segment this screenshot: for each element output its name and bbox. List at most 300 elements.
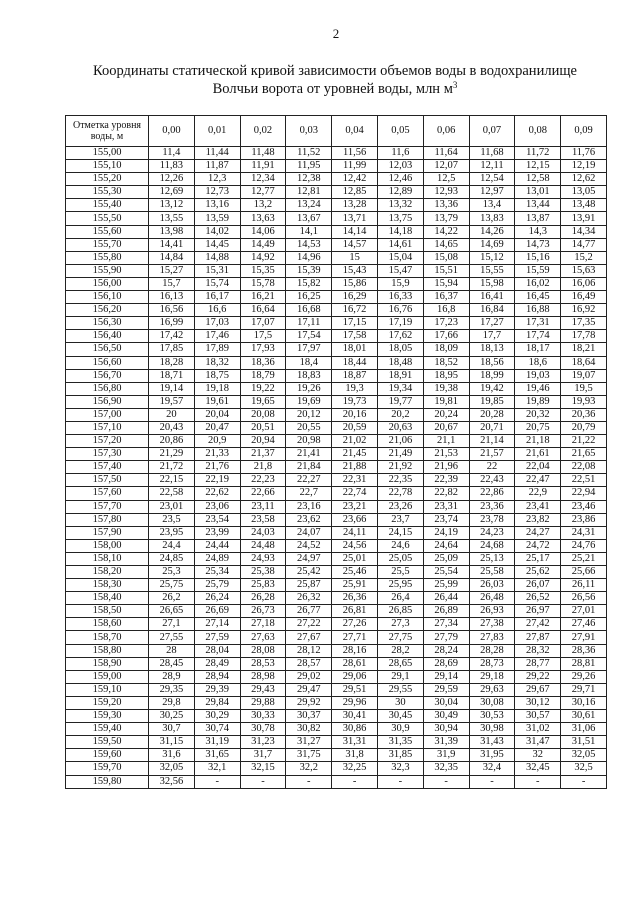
volume-cell: 15,51 xyxy=(423,264,469,277)
table-row xyxy=(66,579,607,592)
water-level-cell: 156,70 xyxy=(66,369,149,382)
volume-cell: 28,45 xyxy=(149,657,195,670)
volume-cell: 13,87 xyxy=(515,212,561,225)
volume-cell: 11,87 xyxy=(194,160,240,173)
volume-cell: 23,62 xyxy=(286,513,332,526)
volume-cell: 30,86 xyxy=(332,723,378,736)
volume-cell: - xyxy=(423,775,469,788)
volume-cell: 12,19 xyxy=(561,160,607,173)
volume-cell: 21,76 xyxy=(194,461,240,474)
volume-cell: 17,23 xyxy=(423,317,469,330)
volume-cell: 20,75 xyxy=(515,421,561,434)
water-level-cell: 157,10 xyxy=(66,421,149,434)
volume-cell: 31,35 xyxy=(377,736,423,749)
volume-cell: 11,6 xyxy=(377,147,423,160)
volume-cell: 27,46 xyxy=(561,618,607,631)
volume-cell: 17,62 xyxy=(377,330,423,343)
volume-cell: 29,84 xyxy=(194,696,240,709)
volume-cell: 18,6 xyxy=(515,356,561,369)
title-line-2-text: Волчьи ворота от уровней воды, млн м xyxy=(212,81,453,97)
water-level-cell: 158,80 xyxy=(66,644,149,657)
volume-cell: 16,41 xyxy=(469,291,515,304)
volume-cell: 12,81 xyxy=(286,186,332,199)
volume-cell: 22,66 xyxy=(240,487,286,500)
volume-cell: 28,16 xyxy=(332,644,378,657)
volume-cell: 21,49 xyxy=(377,448,423,461)
volume-cell: 15,47 xyxy=(377,264,423,277)
volume-cell: 27,75 xyxy=(377,631,423,644)
volume-cell: 23,11 xyxy=(240,500,286,513)
volume-cell: 28,81 xyxy=(561,657,607,670)
volume-cell: 28,24 xyxy=(423,644,469,657)
volume-cell: 23,16 xyxy=(286,500,332,513)
volume-cell: 28,61 xyxy=(332,657,378,670)
volume-cell: 13,2 xyxy=(240,199,286,212)
volume-cell: 27,79 xyxy=(423,631,469,644)
volume-cell: 13,75 xyxy=(377,212,423,225)
water-level-cell: 156,90 xyxy=(66,395,149,408)
volume-cell: 30,94 xyxy=(423,723,469,736)
volume-cell: 16,84 xyxy=(469,304,515,317)
volume-cell: 22,31 xyxy=(332,474,378,487)
volume-cell: 22,43 xyxy=(469,474,515,487)
volume-cell: 29,55 xyxy=(377,683,423,696)
volume-cell: 14,1 xyxy=(286,225,332,238)
volume-cell: 30,12 xyxy=(515,696,561,709)
volume-cell: 14,53 xyxy=(286,238,332,251)
volume-cell: 29,59 xyxy=(423,683,469,696)
volume-cell: 25,95 xyxy=(377,579,423,592)
water-level-cell: 155,40 xyxy=(66,199,149,212)
volume-cell: 24,85 xyxy=(149,552,195,565)
volume-cell: 27,01 xyxy=(561,605,607,618)
volume-cell: 15,12 xyxy=(469,251,515,264)
volume-cell: 16,33 xyxy=(377,291,423,304)
volume-cell: 29,8 xyxy=(149,696,195,709)
volume-cell: 11,68 xyxy=(469,147,515,160)
volume-cell: 31,19 xyxy=(194,736,240,749)
volume-cell: 19,38 xyxy=(423,382,469,395)
volume-cell: 32,2 xyxy=(286,762,332,775)
volume-cell: 25,79 xyxy=(194,579,240,592)
volume-cell: 26,73 xyxy=(240,605,286,618)
volume-cell: 23,21 xyxy=(332,500,378,513)
table-row xyxy=(66,710,607,723)
volume-cell: 24,44 xyxy=(194,539,240,552)
volume-cell: 24,68 xyxy=(469,539,515,552)
table-row xyxy=(66,683,607,696)
table-row xyxy=(66,277,607,290)
volume-cell: 22,62 xyxy=(194,487,240,500)
volume-cell: 14,06 xyxy=(240,225,286,238)
volume-cell: 20,12 xyxy=(286,408,332,421)
volume-cell: 25,3 xyxy=(149,566,195,579)
volume-cell: 31,43 xyxy=(469,736,515,749)
volume-cell: 16,29 xyxy=(332,291,378,304)
table-body xyxy=(66,147,607,789)
volume-cell: 28,57 xyxy=(286,657,332,670)
volume-cell: 27,22 xyxy=(286,618,332,631)
volume-cell: 16,88 xyxy=(515,304,561,317)
volume-cell: 23,58 xyxy=(240,513,286,526)
volume-cell: - xyxy=(515,775,561,788)
volume-cell: 26,11 xyxy=(561,579,607,592)
volume-cell: 18,01 xyxy=(332,343,378,356)
volume-cell: 27,83 xyxy=(469,631,515,644)
volume-cell: 25,17 xyxy=(515,552,561,565)
volume-cell: 15,16 xyxy=(515,251,561,264)
volume-cell: 28,08 xyxy=(240,644,286,657)
volume-cell: 12,34 xyxy=(240,173,286,186)
volume-cell: 15,35 xyxy=(240,264,286,277)
volume-cell: 25,75 xyxy=(149,579,195,592)
volume-cell: 24,72 xyxy=(515,539,561,552)
step-column-header: 0,05 xyxy=(377,116,423,147)
volume-cell: 29,14 xyxy=(423,670,469,683)
volume-cell: 12,69 xyxy=(149,186,195,199)
volume-cell: 31,65 xyxy=(194,749,240,762)
volume-cell: 17,89 xyxy=(194,343,240,356)
water-level-cell: 158,30 xyxy=(66,579,149,592)
volume-cell: 23,5 xyxy=(149,513,195,526)
volume-cell: 29,96 xyxy=(332,696,378,709)
volume-cell: 26,03 xyxy=(469,579,515,592)
volume-cell: 29,1 xyxy=(377,670,423,683)
volume-cell: 14,26 xyxy=(469,225,515,238)
volume-cell: 14,61 xyxy=(377,238,423,251)
volume-cell: 23,7 xyxy=(377,513,423,526)
volume-cell: 19,69 xyxy=(286,395,332,408)
volume-cell: 31,9 xyxy=(423,749,469,762)
volume-cell: 32,05 xyxy=(149,762,195,775)
table-row xyxy=(66,566,607,579)
volume-cell: 28,73 xyxy=(469,657,515,670)
volume-cell: 14,77 xyxy=(561,238,607,251)
volume-cell: 28,53 xyxy=(240,657,286,670)
volume-cell: 13,59 xyxy=(194,212,240,225)
volume-cell: - xyxy=(332,775,378,788)
volume-cell: 25,38 xyxy=(240,566,286,579)
volume-cell: 16,25 xyxy=(286,291,332,304)
volume-cell: 12,07 xyxy=(423,160,469,173)
volume-cell: 26,36 xyxy=(332,592,378,605)
volume-cell: 27,87 xyxy=(515,631,561,644)
water-level-cell: 156,50 xyxy=(66,343,149,356)
water-level-cell: 155,50 xyxy=(66,212,149,225)
volume-cell: 28 xyxy=(149,644,195,657)
volume-cell: 16,64 xyxy=(240,304,286,317)
water-level-cell: 157,40 xyxy=(66,461,149,474)
water-level-cell: 158,10 xyxy=(66,552,149,565)
volume-cell: 14,69 xyxy=(469,238,515,251)
volume-cell: 30,57 xyxy=(515,710,561,723)
volume-cell: 25,21 xyxy=(561,552,607,565)
volume-cell: 19,26 xyxy=(286,382,332,395)
volume-cell: 20,86 xyxy=(149,435,195,448)
volume-cell: 32,4 xyxy=(469,762,515,775)
volume-cell: 12,58 xyxy=(515,173,561,186)
volume-cell: 28,49 xyxy=(194,657,240,670)
volume-cell: 26,89 xyxy=(423,605,469,618)
volume-cell: 30,29 xyxy=(194,710,240,723)
volume-cell: 26,85 xyxy=(377,605,423,618)
table-row xyxy=(66,291,607,304)
table-row xyxy=(66,264,607,277)
table-row xyxy=(66,317,607,330)
table-row xyxy=(66,225,607,238)
volume-cell: 32,3 xyxy=(377,762,423,775)
table-row xyxy=(66,552,607,565)
volume-cell: 22,19 xyxy=(194,474,240,487)
volume-cell: 28,77 xyxy=(515,657,561,670)
volume-cell: 23,66 xyxy=(332,513,378,526)
volume-cell: 14,41 xyxy=(149,238,195,251)
volume-cell: 28,04 xyxy=(194,644,240,657)
volume-cell: 21,22 xyxy=(561,435,607,448)
volume-cell: 29,35 xyxy=(149,683,195,696)
table-row xyxy=(66,304,607,317)
volume-cell: 20,51 xyxy=(240,421,286,434)
volume-cell: 19,5 xyxy=(561,382,607,395)
volume-cell: 30,78 xyxy=(240,723,286,736)
volume-cell: 23,95 xyxy=(149,526,195,539)
volume-cell: 23,31 xyxy=(423,500,469,513)
volume-cell: 12,89 xyxy=(377,186,423,199)
table-row xyxy=(66,657,607,670)
volume-cell: 19,07 xyxy=(561,369,607,382)
volume-cell: 23,54 xyxy=(194,513,240,526)
water-level-cell: 155,60 xyxy=(66,225,149,238)
volume-cell: 17,5 xyxy=(240,330,286,343)
volume-cell: - xyxy=(286,775,332,788)
volume-cell: - xyxy=(240,775,286,788)
volume-cell: 13,32 xyxy=(377,199,423,212)
volume-cell: 22,9 xyxy=(515,487,561,500)
volume-cell: 15,27 xyxy=(149,264,195,277)
volume-cell: 16,6 xyxy=(194,304,240,317)
volume-cell: 12,3 xyxy=(194,173,240,186)
volume-cell: 21,18 xyxy=(515,435,561,448)
volume-cell: 16,49 xyxy=(561,291,607,304)
volume-cell: 31,95 xyxy=(469,749,515,762)
volume-cell: 11,56 xyxy=(332,147,378,160)
table-row xyxy=(66,461,607,474)
volume-cell: 28,9 xyxy=(149,670,195,683)
volume-cell: 21,41 xyxy=(286,448,332,461)
step-column-header: 0,01 xyxy=(194,116,240,147)
volume-cell: 24,4 xyxy=(149,539,195,552)
volume-cell: 19,85 xyxy=(469,395,515,408)
volume-cell: 25,42 xyxy=(286,566,332,579)
volume-cell: 18,09 xyxy=(423,343,469,356)
volume-cell: 22,04 xyxy=(515,461,561,474)
volume-cell: 17,97 xyxy=(286,343,332,356)
step-column-header: 0,08 xyxy=(515,116,561,147)
water-level-cell: 156,30 xyxy=(66,317,149,330)
volume-cell: 26,93 xyxy=(469,605,515,618)
volume-cell: 16,06 xyxy=(561,277,607,290)
volume-cell: 12,03 xyxy=(377,160,423,173)
table-row xyxy=(66,605,607,618)
volume-cell: 21,72 xyxy=(149,461,195,474)
volume-cell: 14,45 xyxy=(194,238,240,251)
water-level-cell: 157,60 xyxy=(66,487,149,500)
volume-cell: 15,82 xyxy=(286,277,332,290)
volume-cell: 13,67 xyxy=(286,212,332,225)
volume-cell: 28,28 xyxy=(469,644,515,657)
volume-cell: 23,99 xyxy=(194,526,240,539)
volume-cell: 28,32 xyxy=(515,644,561,657)
volume-cell: 30,08 xyxy=(469,696,515,709)
water-level-cell: 158,40 xyxy=(66,592,149,605)
volume-cell: 14,88 xyxy=(194,251,240,264)
volume-cell: 21,65 xyxy=(561,448,607,461)
volume-cell: 32,1 xyxy=(194,762,240,775)
step-column-header: 0,00 xyxy=(149,116,195,147)
volume-cell: 31,15 xyxy=(149,736,195,749)
volume-cell: 32,5 xyxy=(561,762,607,775)
volume-cell: 22,08 xyxy=(561,461,607,474)
title-line-1: Координаты статической кривой зависимости объемов воды в водохранилище xyxy=(93,63,577,79)
step-column-header: 0,07 xyxy=(469,116,515,147)
volume-cell: - xyxy=(377,775,423,788)
volume-cell: 19,3 xyxy=(332,382,378,395)
table-row xyxy=(66,395,607,408)
volume-cell: 22,47 xyxy=(515,474,561,487)
volume-cell: 19,57 xyxy=(149,395,195,408)
volume-cell: 29,02 xyxy=(286,670,332,683)
volume-cell: 19,65 xyxy=(240,395,286,408)
volume-cell: 12,73 xyxy=(194,186,240,199)
volume-cell: 13,12 xyxy=(149,199,195,212)
table-row xyxy=(66,186,607,199)
step-column-header: 0,09 xyxy=(561,116,607,147)
water-level-cell: 157,30 xyxy=(66,448,149,461)
volume-cell: 22,39 xyxy=(423,474,469,487)
water-level-cell: 157,80 xyxy=(66,513,149,526)
volume-cell: 14,96 xyxy=(286,251,332,264)
volume-cell: 20,24 xyxy=(423,408,469,421)
volume-cell: 11,76 xyxy=(561,147,607,160)
volume-cell: 24,76 xyxy=(561,539,607,552)
water-level-cell: 155,10 xyxy=(66,160,149,173)
step-column-header: 0,03 xyxy=(286,116,332,147)
volume-cell: 31,06 xyxy=(561,723,607,736)
volume-cell: 30,16 xyxy=(561,696,607,709)
volume-cell: - xyxy=(194,775,240,788)
table-row xyxy=(66,723,607,736)
volume-cell: 14,84 xyxy=(149,251,195,264)
volume-cell: 30,37 xyxy=(286,710,332,723)
volume-cell: 17,54 xyxy=(286,330,332,343)
volume-cell: 20,32 xyxy=(515,408,561,421)
water-level-cell: 158,00 xyxy=(66,539,149,552)
volume-cell: 13,98 xyxy=(149,225,195,238)
volume-cell: 22,15 xyxy=(149,474,195,487)
volume-cell: 12,11 xyxy=(469,160,515,173)
volume-cell: 17,07 xyxy=(240,317,286,330)
volume-cell: 29,39 xyxy=(194,683,240,696)
volume-cell: 19,77 xyxy=(377,395,423,408)
volume-cell: 16,92 xyxy=(561,304,607,317)
volume-cell: 32,05 xyxy=(561,749,607,762)
volume-cell: 31,39 xyxy=(423,736,469,749)
volume-cell: 24,6 xyxy=(377,539,423,552)
volume-cell: 19,81 xyxy=(423,395,469,408)
volume-cell: 15,39 xyxy=(286,264,332,277)
volume-cell: - xyxy=(561,775,607,788)
volume-cell: 27,67 xyxy=(286,631,332,644)
volume-cell: 25,62 xyxy=(515,566,561,579)
volume-cell: 19,73 xyxy=(332,395,378,408)
volume-cell: 15,98 xyxy=(469,277,515,290)
volume-cell: 24,52 xyxy=(286,539,332,552)
volume-cell: 11,52 xyxy=(286,147,332,160)
volume-cell: 30,7 xyxy=(149,723,195,736)
water-level-cell: 159,10 xyxy=(66,683,149,696)
water-level-cell: 159,00 xyxy=(66,670,149,683)
volume-cell: 19,93 xyxy=(561,395,607,408)
page-number: 2 xyxy=(332,26,340,41)
table-row xyxy=(66,487,607,500)
volume-cell: 14,34 xyxy=(561,225,607,238)
volume-cell: 17,58 xyxy=(332,330,378,343)
volume-cell: 30,61 xyxy=(561,710,607,723)
volume-cell: 21,57 xyxy=(469,448,515,461)
volume-cell: 23,82 xyxy=(515,513,561,526)
volume-cell: 14,65 xyxy=(423,238,469,251)
volume-cell: 18,21 xyxy=(561,343,607,356)
volume-cell: 13,24 xyxy=(286,199,332,212)
volume-cell: 25,01 xyxy=(332,552,378,565)
table-row xyxy=(66,513,607,526)
volume-cell: 18,32 xyxy=(194,356,240,369)
volume-cell: 15,55 xyxy=(469,264,515,277)
table-row xyxy=(66,173,607,186)
volume-cell: 21,14 xyxy=(469,435,515,448)
volume-cell: 32,25 xyxy=(332,762,378,775)
volume-cell: 25,54 xyxy=(423,566,469,579)
volume-cell: 15,2 xyxy=(561,251,607,264)
volume-table xyxy=(65,115,607,789)
volume-cell: 20,79 xyxy=(561,421,607,434)
table-row xyxy=(66,330,607,343)
volume-cell: 27,1 xyxy=(149,618,195,631)
volume-cell: 26,48 xyxy=(469,592,515,605)
document-title xyxy=(70,62,600,98)
table-row xyxy=(66,160,607,173)
table-row xyxy=(66,369,607,382)
volume-cell: 16,37 xyxy=(423,291,469,304)
volume-cell: 20,2 xyxy=(377,408,423,421)
volume-cell: 30,49 xyxy=(423,710,469,723)
volume-cell: 22,35 xyxy=(377,474,423,487)
title-unit-superscript: 3 xyxy=(452,80,458,90)
volume-cell: 26,77 xyxy=(286,605,332,618)
volume-cell: 24,97 xyxy=(286,552,332,565)
volume-cell: 23,06 xyxy=(194,500,240,513)
water-level-cell: 157,90 xyxy=(66,526,149,539)
volume-cell: 26,07 xyxy=(515,579,561,592)
volume-cell: 13,16 xyxy=(194,199,240,212)
volume-cell: 18,95 xyxy=(423,369,469,382)
volume-cell: 13,83 xyxy=(469,212,515,225)
volume-cell: 21,37 xyxy=(240,448,286,461)
volume-cell: 15,86 xyxy=(332,277,378,290)
volume-cell: 15,43 xyxy=(332,264,378,277)
volume-cell: 31,31 xyxy=(332,736,378,749)
volume-cell: 22,51 xyxy=(561,474,607,487)
